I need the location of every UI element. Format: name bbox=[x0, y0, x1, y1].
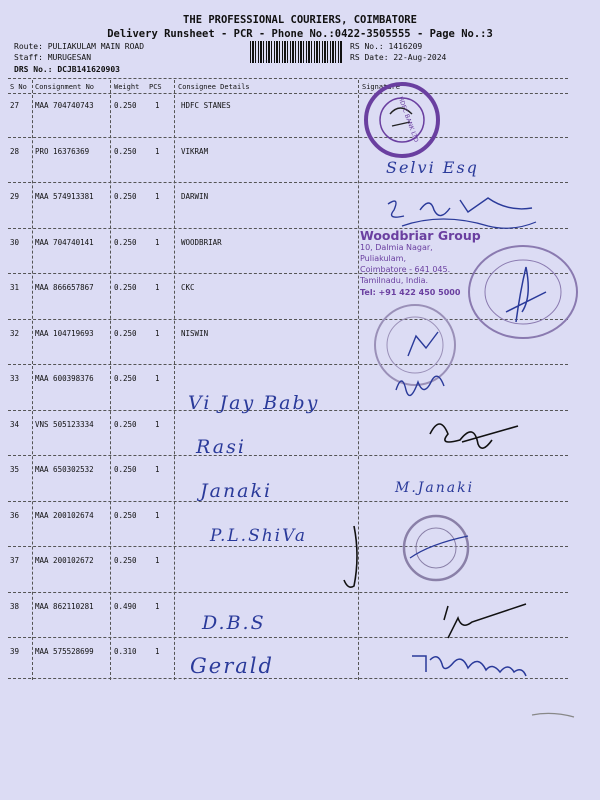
rs-number: RS No.: 1416209 bbox=[350, 42, 423, 51]
row-pcs: 1 bbox=[155, 647, 160, 656]
handwritten-gerald: Gerald bbox=[190, 654, 274, 678]
row-pcs: 1 bbox=[155, 601, 160, 611]
row-divider bbox=[8, 273, 568, 274]
row-weight: 0.490 bbox=[114, 601, 137, 611]
woodbriar-stamp-addr3: Coimbatore - 641 045. bbox=[360, 265, 451, 274]
row-consignment-no: MAA 200102674 bbox=[35, 510, 94, 520]
handwritten-vijay: Vi Jay Baby bbox=[188, 392, 320, 414]
staff-label: Staff: MURUGESAN bbox=[14, 53, 92, 62]
row-weight: 0.250 bbox=[114, 237, 137, 247]
row-consignment-no: PRO 16376369 bbox=[35, 146, 90, 156]
hdfc-stamp-text: HDFC BANK LTD bbox=[396, 95, 420, 144]
row-pcs: 1 bbox=[155, 556, 160, 565]
row-sno: 33 bbox=[10, 374, 20, 383]
table-row bbox=[0, 457, 600, 502]
handwritten-dbs: D.B.S bbox=[202, 612, 266, 634]
row-sno: 30 bbox=[10, 237, 20, 247]
row-pcs: 1 bbox=[155, 237, 160, 247]
row-divider bbox=[8, 137, 568, 138]
row-pcs: 1 bbox=[155, 192, 160, 201]
row-sno: 36 bbox=[10, 510, 20, 520]
header-signature: Signature bbox=[362, 83, 400, 91]
row-divider bbox=[8, 546, 568, 547]
row-sno: 31 bbox=[10, 283, 20, 292]
row-weight: 0.250 bbox=[114, 419, 137, 429]
woodbriar-stamp-addr2: Puliakulam, bbox=[360, 254, 407, 263]
row-consignment-no: MAA 650302532 bbox=[35, 465, 94, 474]
row-consignment-no: MAA 600398376 bbox=[35, 374, 94, 383]
row-pcs: 1 bbox=[155, 419, 160, 429]
row-consignee: HDFC STANES bbox=[181, 101, 231, 110]
row-divider bbox=[8, 319, 568, 320]
row-consignee: DARWIN bbox=[181, 192, 209, 201]
handwritten-rasi: Rasi bbox=[196, 436, 246, 458]
row-sno: 32 bbox=[10, 328, 20, 338]
signature-selvi: Selvi Esq bbox=[386, 158, 479, 177]
row-pcs: 1 bbox=[155, 328, 160, 338]
row-consignment-no: MAA 575528699 bbox=[35, 647, 94, 656]
row-sno: 28 bbox=[10, 146, 20, 156]
runsheet-subtitle: Delivery Runsheet - PCR - Phone No.:0422-3505555 - Page No.:3 bbox=[107, 28, 493, 40]
row-pcs: 1 bbox=[155, 465, 160, 474]
drs-number: DRS No.: DCJB141620903 bbox=[14, 65, 120, 74]
row-consignment-no: MAA 866657867 bbox=[35, 283, 94, 292]
row-sno: 27 bbox=[10, 101, 20, 110]
row-weight: 0.250 bbox=[114, 374, 137, 383]
woodbriar-stamp-addr4: Tamilnadu, India. bbox=[360, 276, 429, 285]
row-consignment-no: MAA 862110281 bbox=[35, 601, 94, 611]
signature-janaki: M.Janaki bbox=[395, 480, 475, 496]
header-consignment: Consignment No bbox=[35, 83, 95, 91]
row-pcs: 1 bbox=[155, 374, 160, 383]
table-row bbox=[0, 639, 600, 684]
row-consignment-no: MAA 200102672 bbox=[35, 556, 94, 565]
row-consignment-no: MAA 104719693 bbox=[35, 328, 94, 338]
row-consignee: NISWIN bbox=[181, 328, 209, 338]
row-weight: 0.250 bbox=[114, 465, 137, 474]
row-weight: 0.250 bbox=[114, 556, 137, 565]
row-divider bbox=[8, 228, 568, 229]
row-pcs: 1 bbox=[155, 283, 160, 292]
row-divider bbox=[8, 592, 568, 593]
row-divider bbox=[8, 364, 568, 365]
handwritten-janaki: Janaki bbox=[200, 480, 273, 502]
row-weight: 0.250 bbox=[114, 283, 137, 292]
row-weight: 0.250 bbox=[114, 101, 137, 110]
row-consignee: WOODBRIAR bbox=[181, 237, 222, 247]
row-consignment-no: VNS 505123334 bbox=[35, 419, 94, 429]
woodbriar-stamp-addr1: 10, Dalmia Nagar, bbox=[360, 243, 433, 252]
row-weight: 0.250 bbox=[114, 192, 137, 201]
table-row bbox=[0, 139, 600, 184]
table-row bbox=[0, 230, 600, 275]
table-row bbox=[0, 184, 600, 229]
row-consignment-no: MAA 574913381 bbox=[35, 192, 94, 201]
woodbriar-stamp-name: Woodbriar Group bbox=[360, 228, 481, 243]
table-row bbox=[0, 412, 600, 457]
table-row bbox=[0, 594, 600, 639]
row-consignment-no: MAA 704740141 bbox=[35, 237, 94, 247]
header-weight: Weight bbox=[114, 83, 140, 91]
row-sno: 37 bbox=[10, 556, 20, 565]
header-sno: S No bbox=[10, 83, 27, 91]
row-pcs: 1 bbox=[155, 101, 160, 110]
row-consignee: CKC bbox=[181, 283, 195, 292]
row-weight: 0.250 bbox=[114, 510, 137, 520]
row-weight: 0.250 bbox=[114, 328, 137, 338]
row-weight: 0.310 bbox=[114, 647, 137, 656]
header-pcs: PCS bbox=[149, 83, 162, 91]
company-title: THE PROFESSIONAL COURIERS, COIMBATORE bbox=[183, 14, 417, 26]
row-pcs: 1 bbox=[155, 510, 160, 520]
row-divider bbox=[8, 637, 568, 638]
row-sno: 29 bbox=[10, 192, 20, 201]
table-row bbox=[0, 548, 600, 593]
table-top-rule bbox=[8, 78, 568, 79]
row-sno: 39 bbox=[10, 647, 20, 656]
header-consignee: Consignee Details bbox=[178, 83, 250, 91]
row-sno: 35 bbox=[10, 465, 20, 474]
table-row bbox=[0, 93, 600, 138]
rs-date: RS Date: 22-Aug-2024 bbox=[350, 53, 447, 62]
row-sno: 38 bbox=[10, 601, 20, 611]
table-row bbox=[0, 321, 600, 366]
handwritten-plshiva: P.L.ShiVa bbox=[210, 526, 307, 546]
table-row bbox=[0, 275, 600, 320]
row-consignment-no: MAA 704740743 bbox=[35, 101, 94, 110]
row-divider bbox=[8, 501, 568, 502]
row-divider bbox=[8, 455, 568, 456]
barcode bbox=[250, 41, 342, 63]
row-pcs: 1 bbox=[155, 146, 160, 156]
margin-scribble bbox=[530, 710, 578, 720]
row-consignee: VIKRAM bbox=[181, 146, 209, 156]
row-sno: 34 bbox=[10, 419, 20, 429]
row-weight: 0.250 bbox=[114, 146, 137, 156]
row-divider bbox=[8, 182, 568, 183]
woodbriar-stamp-tel: Tel: +91 422 450 5000 bbox=[360, 288, 461, 297]
route-label: Route: PULIAKULAM MAIN ROAD bbox=[14, 42, 145, 51]
